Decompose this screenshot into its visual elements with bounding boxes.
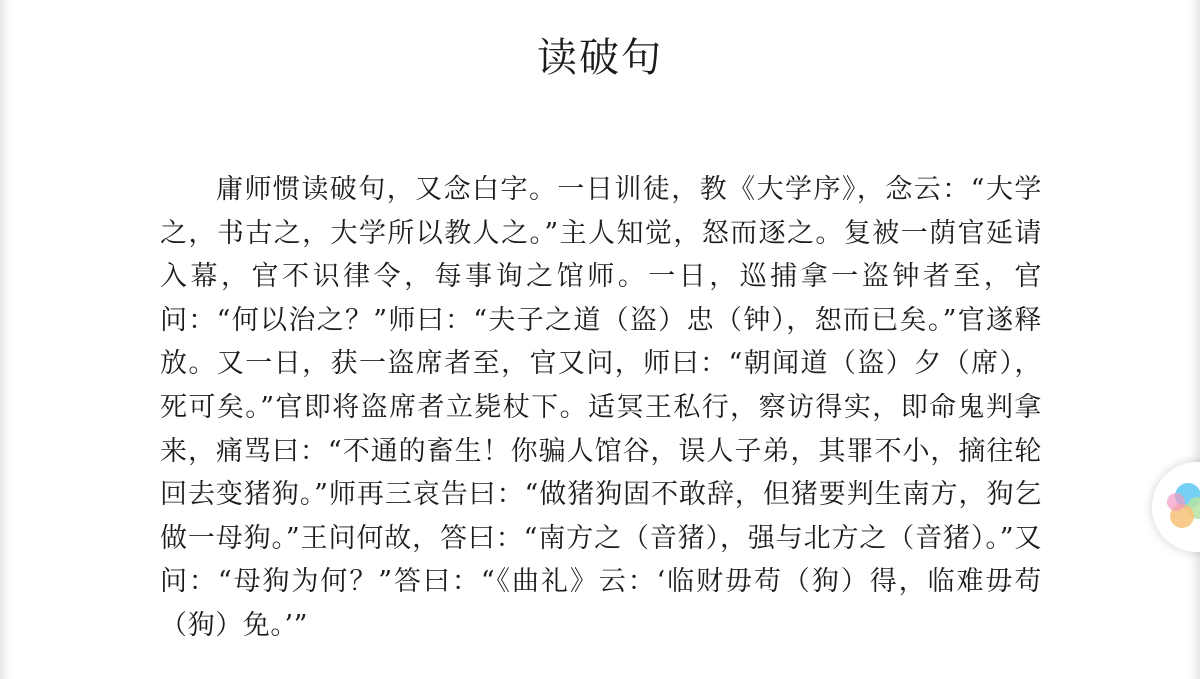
page-edge-left [0,0,14,679]
floating-assistant-button[interactable] [1152,462,1200,552]
document-body-paragraph: 庸师惯读破句，又念白字。一日训徒，教《大学序》，念云：“大学之，书古之，大学所以教人之。”主人知觉，怒而逐之。复被一荫官延请入幕，官不识律令，每事询之馆师。一日，巡捕拿一盗钟者至，官问：“何以治之？”师曰：“夫子之道（盗）忠（钟），恕而已矣。”官遂释放。又一日，获一盗席者至，官又问，师曰：“朝闻道（盗）夕（席），死可矣。”官即将盗席者立毙杖下。适冥王私行，察访得实，即命鬼判拿来，痛骂曰：“不通的畜生！你骗人馆谷，误人子弟，其罪不小，摘往轮回去变猪狗。”师再三哀告曰：“做猪狗固不敢辞，但猪要判生南方，狗乞做一母狗。”王问何故，答曰：“南方之（音猪），强与北方之（音猪）。”又问：“母狗为何？”答曰：“《曲礼》云：‘临财毋苟（狗）得，临难毋苟（狗）免。’” [160,174,1042,641]
floating-assistant-icon [1166,480,1200,536]
page-edge-right [1186,0,1200,679]
document-title: 读破句 [537,35,663,81]
